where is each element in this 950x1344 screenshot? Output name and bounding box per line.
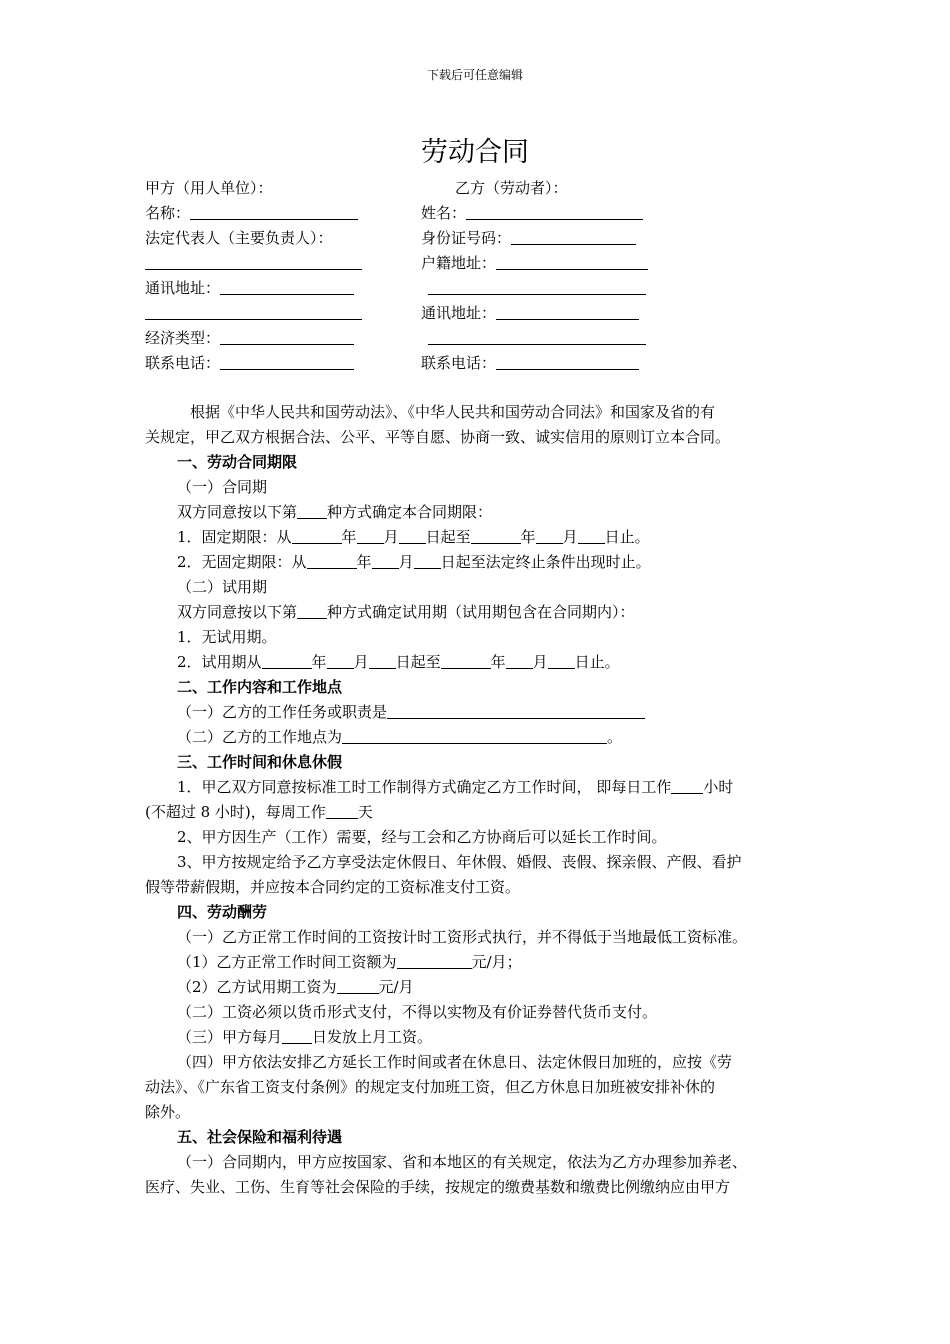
party-a-name-field[interactable] bbox=[190, 204, 358, 220]
party-b-phone-row bbox=[421, 353, 639, 373]
probation-start-year-field[interactable] bbox=[262, 653, 312, 669]
contract-term-choice-row: 双方同意按以下第 种方式确定本合同期限： bbox=[177, 503, 493, 521]
section-5-heading: 五、社会保险和福利待遇 bbox=[177, 1128, 343, 1146]
party-a-economy-row bbox=[145, 328, 354, 348]
party-a-rep-label: 法定代表人（主要负责人）： bbox=[145, 229, 333, 247]
fixed-start-day-field[interactable] bbox=[399, 528, 426, 544]
party-b-id-row bbox=[421, 228, 636, 248]
probation-start-day-field[interactable] bbox=[369, 653, 396, 669]
page-title: 劳动合同 bbox=[421, 137, 529, 168]
party-b-huji-field[interactable] bbox=[496, 254, 648, 270]
party-b-name-field[interactable] bbox=[466, 204, 643, 220]
probation-wage-field[interactable] bbox=[337, 978, 379, 994]
leave-paragraph-line-2: 假等带薪假期，并应按本合同约定的工资标准支付工资。 bbox=[145, 878, 521, 896]
party-a-address-field[interactable] bbox=[220, 279, 354, 295]
party-b-id-label: 身份证号码： bbox=[421, 229, 512, 247]
work-days-row: (不超过 8 小时)，每周工作 天 bbox=[145, 803, 373, 821]
party-b-huji-row-2 bbox=[428, 278, 646, 298]
probation-wage-row: （2）乙方试用期工资为 元/月 bbox=[177, 978, 414, 996]
section-1-sub-2: （二）试用期 bbox=[177, 578, 268, 596]
party-a-address-row-2 bbox=[145, 303, 362, 323]
overtime-pay-line-2: 动法》、《广东省工资支付条例》的规定支付加班工资，但乙方休息日加班被安排补休的 bbox=[145, 1078, 716, 1096]
party-b-address-row-2 bbox=[428, 328, 646, 348]
party-b-heading: 乙方（劳动者）： bbox=[455, 179, 568, 197]
fixed-end-year-field[interactable] bbox=[471, 528, 521, 544]
work-place-field[interactable] bbox=[342, 728, 607, 744]
no-fixed-term-row: 2．无固定期限：从 年 月 日起至法定终止条件出现时止。 bbox=[177, 553, 651, 571]
party-b-huji-row bbox=[421, 253, 648, 273]
section-3-heading: 三、工作时间和休息休假 bbox=[177, 753, 343, 771]
party-a-name-label: 名称： bbox=[145, 204, 191, 222]
party-b-name-row bbox=[421, 203, 643, 223]
fixed-end-month-field[interactable] bbox=[536, 528, 563, 544]
overtime-pay-line-3: 除外。 bbox=[145, 1103, 191, 1121]
fixed-start-year-field[interactable] bbox=[292, 528, 342, 544]
normal-wage-field[interactable] bbox=[397, 953, 472, 969]
section-1-heading: 一、劳动合同期限 bbox=[177, 453, 298, 471]
party-b-huji-label: 户籍地址： bbox=[421, 254, 497, 272]
party-b-address-field-2[interactable] bbox=[428, 329, 646, 345]
party-a-heading: 甲方（用人单位）： bbox=[145, 179, 273, 197]
nofixed-year-field[interactable] bbox=[307, 553, 357, 569]
party-a-address-label: 通讯地址： bbox=[145, 279, 221, 297]
probation-period-row: 2．试用期从 年 月 日起至 年 月 日止。 bbox=[177, 653, 620, 671]
intro-line-1: 根据《中华人民共和国劳动法》、《中华人民共和国劳动合同法》和国家及省的有 bbox=[190, 403, 716, 421]
party-a-phone-row bbox=[145, 353, 354, 373]
party-b-address-label: 通讯地址： bbox=[421, 304, 497, 322]
probation-choice-field[interactable] bbox=[297, 603, 327, 619]
fixed-start-month-field[interactable] bbox=[357, 528, 384, 544]
party-b-phone-field[interactable] bbox=[496, 354, 639, 370]
fixed-end-day-field[interactable] bbox=[578, 528, 605, 544]
party-a-address-field-2[interactable] bbox=[145, 304, 362, 320]
payday-field[interactable] bbox=[282, 1028, 312, 1044]
party-a-address-row bbox=[145, 278, 354, 298]
work-hours-row: 1．甲乙双方同意按标准工时工作制得方式确定乙方工作时间， 即每日工作 小时 bbox=[177, 778, 734, 796]
party-b-name-label: 姓名： bbox=[421, 204, 467, 222]
normal-wage-row: （1）乙方正常工作时间工资额为 元/月； bbox=[177, 953, 522, 971]
leave-paragraph-line-1: 3、甲方按规定给予乙方享受法定休假日、年休假、婚假、丧假、探亲假、产假、看护 bbox=[177, 853, 742, 871]
insurance-line-2: 医疗、失业、工伤、生育等社会保险的手续，按规定的缴费基数和缴费比例缴纳应由甲方 bbox=[145, 1178, 731, 1196]
nofixed-month-field[interactable] bbox=[372, 553, 399, 569]
party-a-phone-label: 联系电话： bbox=[145, 354, 221, 372]
party-a-rep-row bbox=[145, 253, 362, 273]
probation-end-year-field[interactable] bbox=[441, 653, 491, 669]
nofixed-day-field[interactable] bbox=[414, 553, 441, 569]
fixed-term-row: 1．固定期限：从 年 月 日起至 年 月 日止。 bbox=[177, 528, 650, 546]
section-4-heading: 四、劳动酬劳 bbox=[177, 903, 268, 921]
probation-end-day-field[interactable] bbox=[548, 653, 575, 669]
wage-form-paragraph: （一）乙方正常工作时间的工资按计时工资形式执行，并不得低于当地最低工资标准。 bbox=[177, 928, 748, 946]
party-a-economy-label: 经济类型： bbox=[145, 329, 221, 347]
party-a-rep-field[interactable] bbox=[145, 254, 362, 270]
party-b-huji-field-2[interactable] bbox=[428, 279, 646, 295]
daily-hours-field[interactable] bbox=[671, 778, 703, 794]
no-probation-line: 1．无试用期。 bbox=[177, 628, 277, 646]
party-b-address-row bbox=[421, 303, 639, 323]
work-place-row: （二）乙方的工作地点为 。 bbox=[177, 728, 623, 746]
party-a-name-row bbox=[145, 203, 358, 223]
overtime-pay-line-1: （四）甲方依法安排乙方延长工作时间或者在休息日、法定休假日加班的，应按《劳 bbox=[177, 1053, 733, 1071]
section-1-sub-1: （一）合同期 bbox=[177, 478, 268, 496]
probation-choice-row: 双方同意按以下第 种方式确定试用期（试用期包含在合同期内）： bbox=[177, 603, 635, 621]
overtime-paragraph: 2、甲方因生产（工作）需要，经与工会和乙方协商后可以延长工作时间。 bbox=[177, 828, 667, 846]
probation-end-month-field[interactable] bbox=[506, 653, 533, 669]
header-note: 下载后可任意编辑 bbox=[426, 68, 523, 82]
payday-row: （三）甲方每月 日发放上月工资。 bbox=[177, 1028, 433, 1046]
party-a-phone-field[interactable] bbox=[220, 354, 354, 370]
party-b-id-field[interactable] bbox=[511, 229, 636, 245]
party-a-economy-field[interactable] bbox=[220, 329, 354, 345]
term-choice-field[interactable] bbox=[297, 503, 327, 519]
weekly-days-field[interactable] bbox=[326, 803, 358, 819]
party-b-phone-label: 联系电话： bbox=[421, 354, 497, 372]
insurance-line-1: （一）合同期内，甲方应按国家、省和本地区的有关规定，依法为乙方办理参加养老、 bbox=[177, 1153, 748, 1171]
work-duty-row: （一）乙方的工作任务或职责是 bbox=[177, 702, 645, 722]
probation-start-month-field[interactable] bbox=[327, 653, 354, 669]
currency-paragraph: （二）工资必须以货币形式支付，不得以实物及有价证券替代货币支付。 bbox=[177, 1003, 658, 1021]
work-duty-field[interactable] bbox=[387, 703, 645, 719]
section-2-heading: 二、工作内容和工作地点 bbox=[177, 678, 343, 696]
intro-line-2: 关规定，甲乙双方根据合法、公平、平等自愿、协商一致、诚实信用的原则订立本合同。 bbox=[145, 428, 731, 446]
party-b-address-field[interactable] bbox=[496, 304, 639, 320]
